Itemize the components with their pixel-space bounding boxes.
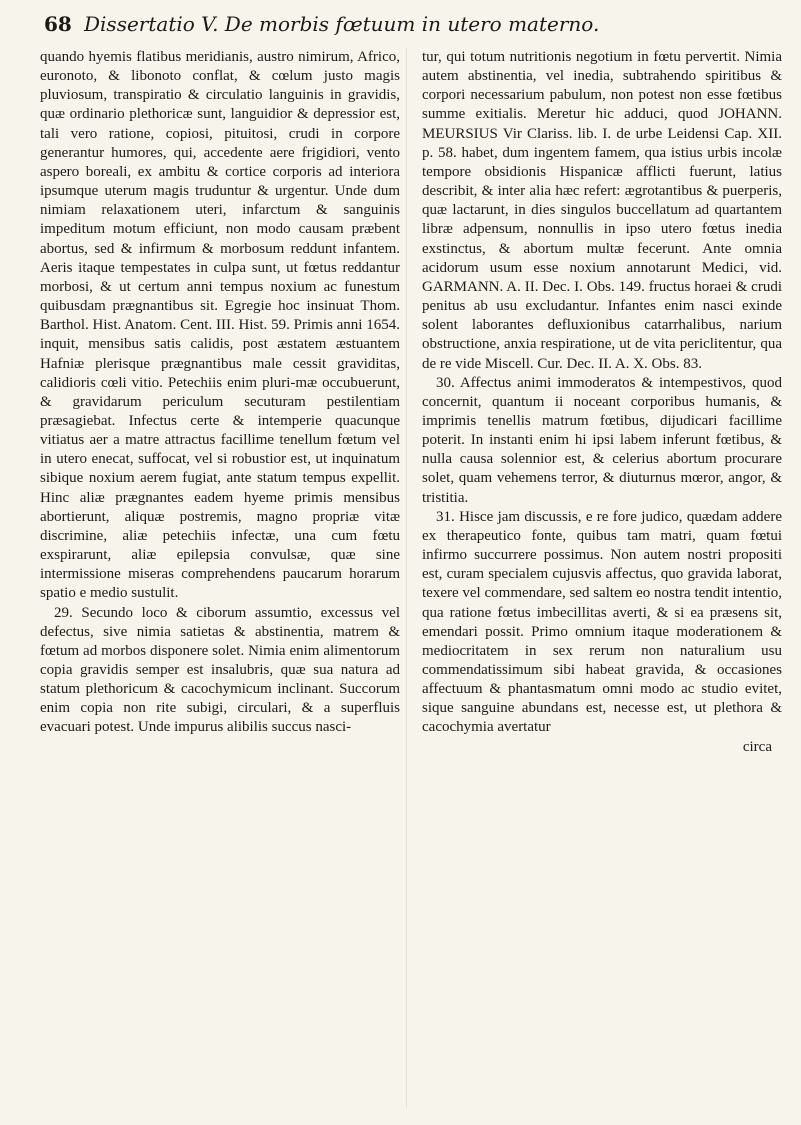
right-column <box>422 48 782 1116</box>
catchword: circa <box>742 738 772 755</box>
paragraph-30: 30. Affectus animi immoderatos & intempestivos, quod concernit, quantum ii noceant corporibus humanis, & imprimis tenellis matrum fœtibus, dijudicari facillime poterit. In instanti enim hi ipsi labem inferunt fœtibus, & nulla causa solennior est, & celerius abortum procurare solet, quam vehemens terror, & diuturnus mœror, angor, & tristitia. <box>422 374 782 506</box>
paragraph-29: 29. Secundo loco & ciborum assumtio, excessus vel defectus, sive nimia satietas & abstinentia, matrem & fœtum ad morbos disponere solet. Nimia enim alimentorum copia gravidis semper est insalubris, quæ sua natura ad statum plethoricum & cacochymicum inclinant. Succorum enim copia non rite subigi, circulari, & a superfluis evacuari potest. Unde impurus alibilis succus nasci- <box>40 604 400 736</box>
text-columns <box>40 48 782 1116</box>
paragraph: tur, qui totum nutritionis negotium in fœtu pervertit. Nimia autem abstinentia, vel inedia, subtrahendo spiritibus & corpori necessarium pabulum, non potest non esse fœtibus summe exitialis. Meretur hic adduci, quod JOHANN. MEURSIUS Vir Clariss. lib. I. de urbe Leidensi Cap. XII. p. 58. habet, dum ingentem famem, qua istius urbis incolæ tempore obsidionis Hispanicæ afflicti fuerunt, latius describit, & inter alia hæc refert: ægrotantibus & puerperis, quæ lactarunt, in dies singulos buccellatum ad quartantem libræ adpensum, nonnullis in ipso utero fœtus inedia exstinctus, & abortum multæ fecerunt. Ante omnia acidorum usum esse noxium annotarunt Medici, vid. GARMANN. A. II. Dec. I. Obs. 149. fructus horaei & crudi penitus ab usu excludantur. Infantes enim nasci exinde solent laborantes defluxionibus catarrhalibus, narium obstructione, anxia respiratione, ut de vita periclitentur, qua de re vide Miscell. Cur. Dec. II. A. X. Obs. 83. <box>422 49 782 372</box>
running-head: Dissertatio V. De morbis fœtuum in utero materno. <box>84 12 600 36</box>
paragraph: quando hyemis flatibus meridianis, austro nimirum, Africo, euronoto, & libonoto conflat, & cœlum justo magis pluviosum, transpiratio & circulatio languinis in gravidis, quæ ordinario plethoricæ sunt, languidior & depressior est, tali vero ratione, copiosi, pituitosi, crudi in corpore generantur humores, qui, accedente aere frigidiori, vento aspero boreali, ex ambitu & cortice corporis ad interiora ipsumque uterum magis truduntur & urgentur. Unde dum nimiam relaxationem uteri, infarctum & sanguinis impeditum motum efficiunt, non modo causam præbent abortus, sed & infirmum & morbosum reddunt infantem. Aeris itaque tempestates in culpa sunt, ut fœtus reddantur morbosi, & ut certum anni tempus noxium ac funestum quibusdam prægnantibus sit. Egregie hoc insinuat Thom. Barthol. Hist. Anatom. Cent. III. Hist. 59. Primis anni 1654. inquit, mensibus satis calidis, post æstatem æstuantem Hafniæ plerisque prægnantibus male cessit graviditas, calidioris cœli vitio. Petechiis enim pluri-mæ occubuerunt, & gravidarum periculum secuturam pestilentiam præsagiebat. Infectus certe & intemperie quacunque vitiatus aer a matre attractus facillime tenellum fœtum vel in utero enecat, suffocat, vel si robustior est, ut inquinatum sibique noxium aerem fugiat, ante statum tempus expellit. Hinc aliæ prægnantes eadem hyeme primis mensibus abortierunt, aliquæ postremis, magno propriæ vitæ discrimine, aliæ petechiis infectæ, una cum fœtu exspirarunt, aliæ epilepsia convulsæ, quæ sine intermissione miseras comprehendens paucarum horarum spatio e medio sustulit. <box>40 49 400 602</box>
paragraph-31: 31. Hisce jam discussis, e re fore judico, quædam addere ex therapeutico fonte, quibus tam matri, quam fœtui infirmo succurrere possimus. Non autem nostri propositi est, curam specialem cujusvis affectus, quo gravida laborat, texere vel commendare, sed saltem eo nostra tendit intentio, qua ratione fœtus imbecillitas averti, & si ea præsens sit, emendari possit. Primo omnium itaque moderationem & mediocritatem in sex rerum non naturalium usu commendatissimum sibi habeat gravida, & occasiones affectuum & phantasmatum omni modo ac studio evitet, sique sanguine abundans est, necesse est, ut plethora & cacochymia avertatur <box>422 508 782 736</box>
page-number: 68 <box>44 12 72 36</box>
left-column <box>40 48 400 1116</box>
